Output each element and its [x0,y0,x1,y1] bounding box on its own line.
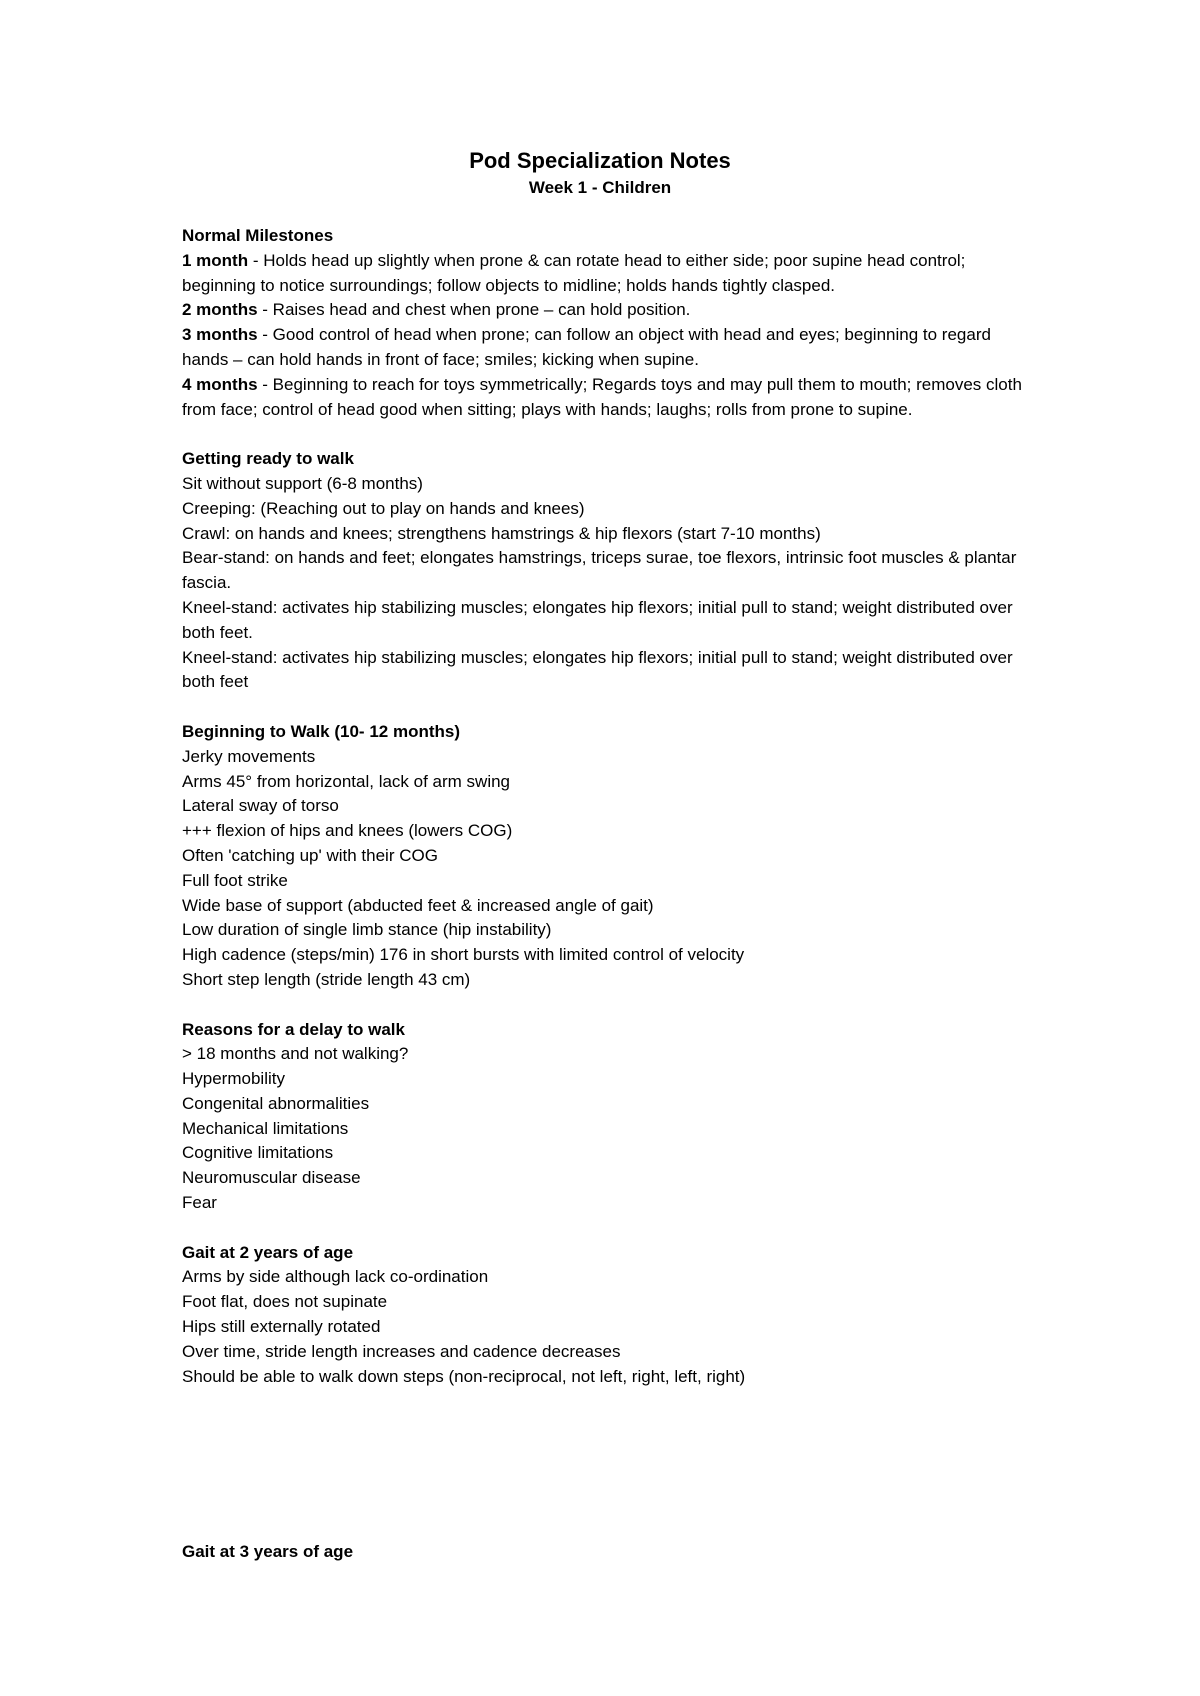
list-item: Creeping: (Reaching out to play on hands and knees) [182,498,585,518]
document-title: Pod Specialization Notes [469,148,731,173]
document-subtitle: Week 1 - Children [528,178,672,197]
document-body [182,224,1032,1414]
list-item: Crawl: on hands and knees; strengthens hamstrings & hip flexors (start 7-10 months) [182,523,821,543]
list-item: Mechanical limitations [182,1118,349,1138]
milestone-label: 1 month [182,250,249,270]
milestone-label: 4 months [182,374,258,394]
section-heading-gait-3-years: Gait at 3 years of age [182,1542,354,1561]
list-item: Sit without support (6-8 months) [182,473,423,493]
section-heading: Gait at 2 years of age [182,1242,354,1262]
list-item: Fear [182,1193,217,1213]
section-reasons-for-delay [182,1018,1032,1216]
milestone-label: 2 months [182,300,258,320]
list-item: Lateral sway of torso [182,796,339,816]
section-heading: Getting ready to walk [182,449,354,469]
list-item: Full foot strike [182,870,288,890]
milestone-item [182,298,1032,323]
list-item: Foot flat, does not supinate [182,1292,388,1312]
section-getting-ready-to-walk [182,447,1032,695]
list-item: > 18 months and not walking? [182,1044,409,1064]
list-item: Kneel-stand: activates hip stabilizing muscles; elongates hip flexors; initial pull to stand; weight distributed over both feet. [182,597,1013,642]
list-item: Arms 45° from horizontal, lack of arm swing [182,771,511,791]
milestone-item [182,249,1032,299]
list-item: Often 'catching up' with their COG [182,845,438,865]
list-item: Congenital abnormalities [182,1093,370,1113]
list-item: Jerky movements [182,746,316,766]
list-item: Wide base of support (abducted feet & increased angle of gait) [182,895,654,915]
list-item: Kneel-stand: activates hip stabilizing muscles; elongates hip flexors; initial pull to stand; weight distributed over both feet [182,647,1013,692]
milestone-text: - Good control of head when prone; can follow an object with head and eyes; beginning to regard hands – can hold hands in front of face; smiles; kicking when supine. [182,325,991,369]
list-item: Over time, stride length increases and cadence decreases [182,1341,621,1361]
list-item: Hips still externally rotated [182,1317,381,1337]
list-item: Hypermobility [182,1069,285,1089]
section-normal-milestones [182,224,1032,422]
list-item: +++ flexion of hips and knees (lowers COG) [182,821,513,841]
list-item: Should be able to walk down steps (non-reciprocal, not left, right, left, right) [182,1366,746,1386]
milestone-text: - Raises head and chest when prone – can hold position. [257,300,691,320]
list-item: Cognitive limitations [182,1143,334,1163]
list-item: High cadence (steps/min) 176 in short bursts with limited control of velocity [182,945,745,965]
section-gait-2-years [182,1241,1032,1390]
section-heading: Beginning to Walk (10- 12 months) [182,721,460,741]
milestone-item [182,373,1032,423]
list-item: Short step length (stride length 43 cm) [182,969,471,989]
section-beginning-to-walk [182,720,1032,993]
section-heading: Normal Milestones [182,226,334,245]
section-heading: Reasons for a delay to walk [182,1019,405,1039]
list-item: Bear-stand: on hands and feet; elongates hamstrings, triceps surae, toe flexors, intrinsic foot muscles & plantar fascia. [182,548,1017,593]
list-item: Low duration of single limb stance (hip instability) [182,920,552,940]
milestone-label: 3 months [182,325,258,345]
milestone-text: - Beginning to reach for toys symmetrically; Regards toys and may pull them to mouth; removes cloth from face; control of head good when sitting; plays with hands; laughs; rolls from prone to supine. [182,374,1022,419]
milestone-item [182,323,1032,373]
milestone-text: - Holds head up slightly when prone & can rotate head to either side; poor supine head control; beginning to notice surroundings; follow objects to midline; holds hands tightly clasped. [182,250,966,295]
list-item: Arms by side although lack co-ordination [182,1267,489,1287]
list-item: Neuromuscular disease [182,1168,361,1188]
